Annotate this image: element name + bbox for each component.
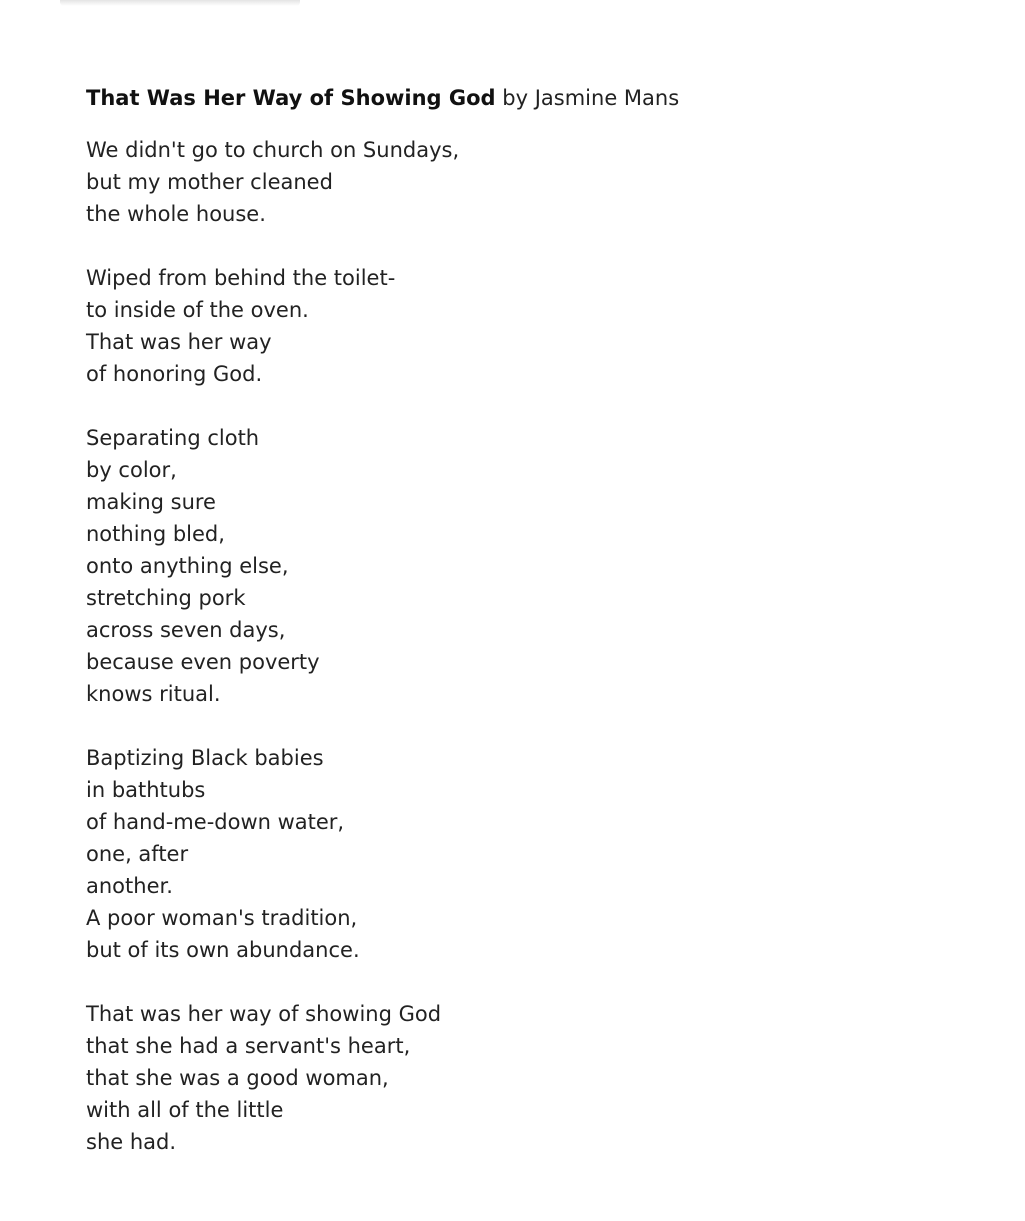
poem-line: one, after — [86, 842, 189, 866]
poem-line: Separating cloth — [86, 426, 260, 450]
stanza-2 — [86, 262, 946, 390]
poem-line: in bathtubs — [86, 778, 206, 802]
poem-line: of honoring God. — [86, 362, 263, 386]
poem-heading — [86, 84, 946, 112]
poem-line: across seven days, — [86, 618, 286, 642]
poem-title: That Was Her Way of Showing God — [86, 86, 496, 110]
poem-line: that she had a servant's heart, — [86, 1034, 411, 1058]
poem-line: knows ritual. — [86, 682, 221, 706]
poem-line: We didn't go to church on Sundays, — [86, 138, 460, 162]
poem-line: but my mother cleaned — [86, 170, 333, 194]
poem-byline: by Jasmine Mans — [502, 86, 680, 110]
poem-line: she had. — [86, 1130, 177, 1154]
poem-line: nothing bled, — [86, 522, 225, 546]
poem — [86, 84, 946, 1190]
poem-line: the whole house. — [86, 202, 266, 226]
poem-line: of hand-me-down water, — [86, 810, 345, 834]
poem-line: by color, — [86, 458, 177, 482]
poem-line: because even poverty — [86, 650, 320, 674]
poem-line: Wiped from behind the toilet- — [86, 266, 396, 290]
stanza-5 — [86, 998, 946, 1158]
stanza-3 — [86, 422, 946, 710]
poem-line: stretching pork — [86, 586, 246, 610]
poem-line: that she was a good woman, — [86, 1066, 389, 1090]
poem-line: A poor woman's tradition, — [86, 906, 358, 930]
poem-line: another. — [86, 874, 173, 898]
poem-line: making sure — [86, 490, 216, 514]
poem-line: That was her way — [86, 330, 272, 354]
poem-line: but of its own abundance. — [86, 938, 360, 962]
poem-line: onto anything else, — [86, 554, 289, 578]
stanza-1 — [86, 134, 946, 230]
poem-line: Baptizing Black babies — [86, 746, 324, 770]
poem-line: with all of the little — [86, 1098, 284, 1122]
poem-line: That was her way of showing God — [86, 1002, 442, 1026]
poem-line: to inside of the oven. — [86, 298, 309, 322]
stanza-4 — [86, 742, 946, 966]
top-edge-shadow — [60, 0, 300, 6]
